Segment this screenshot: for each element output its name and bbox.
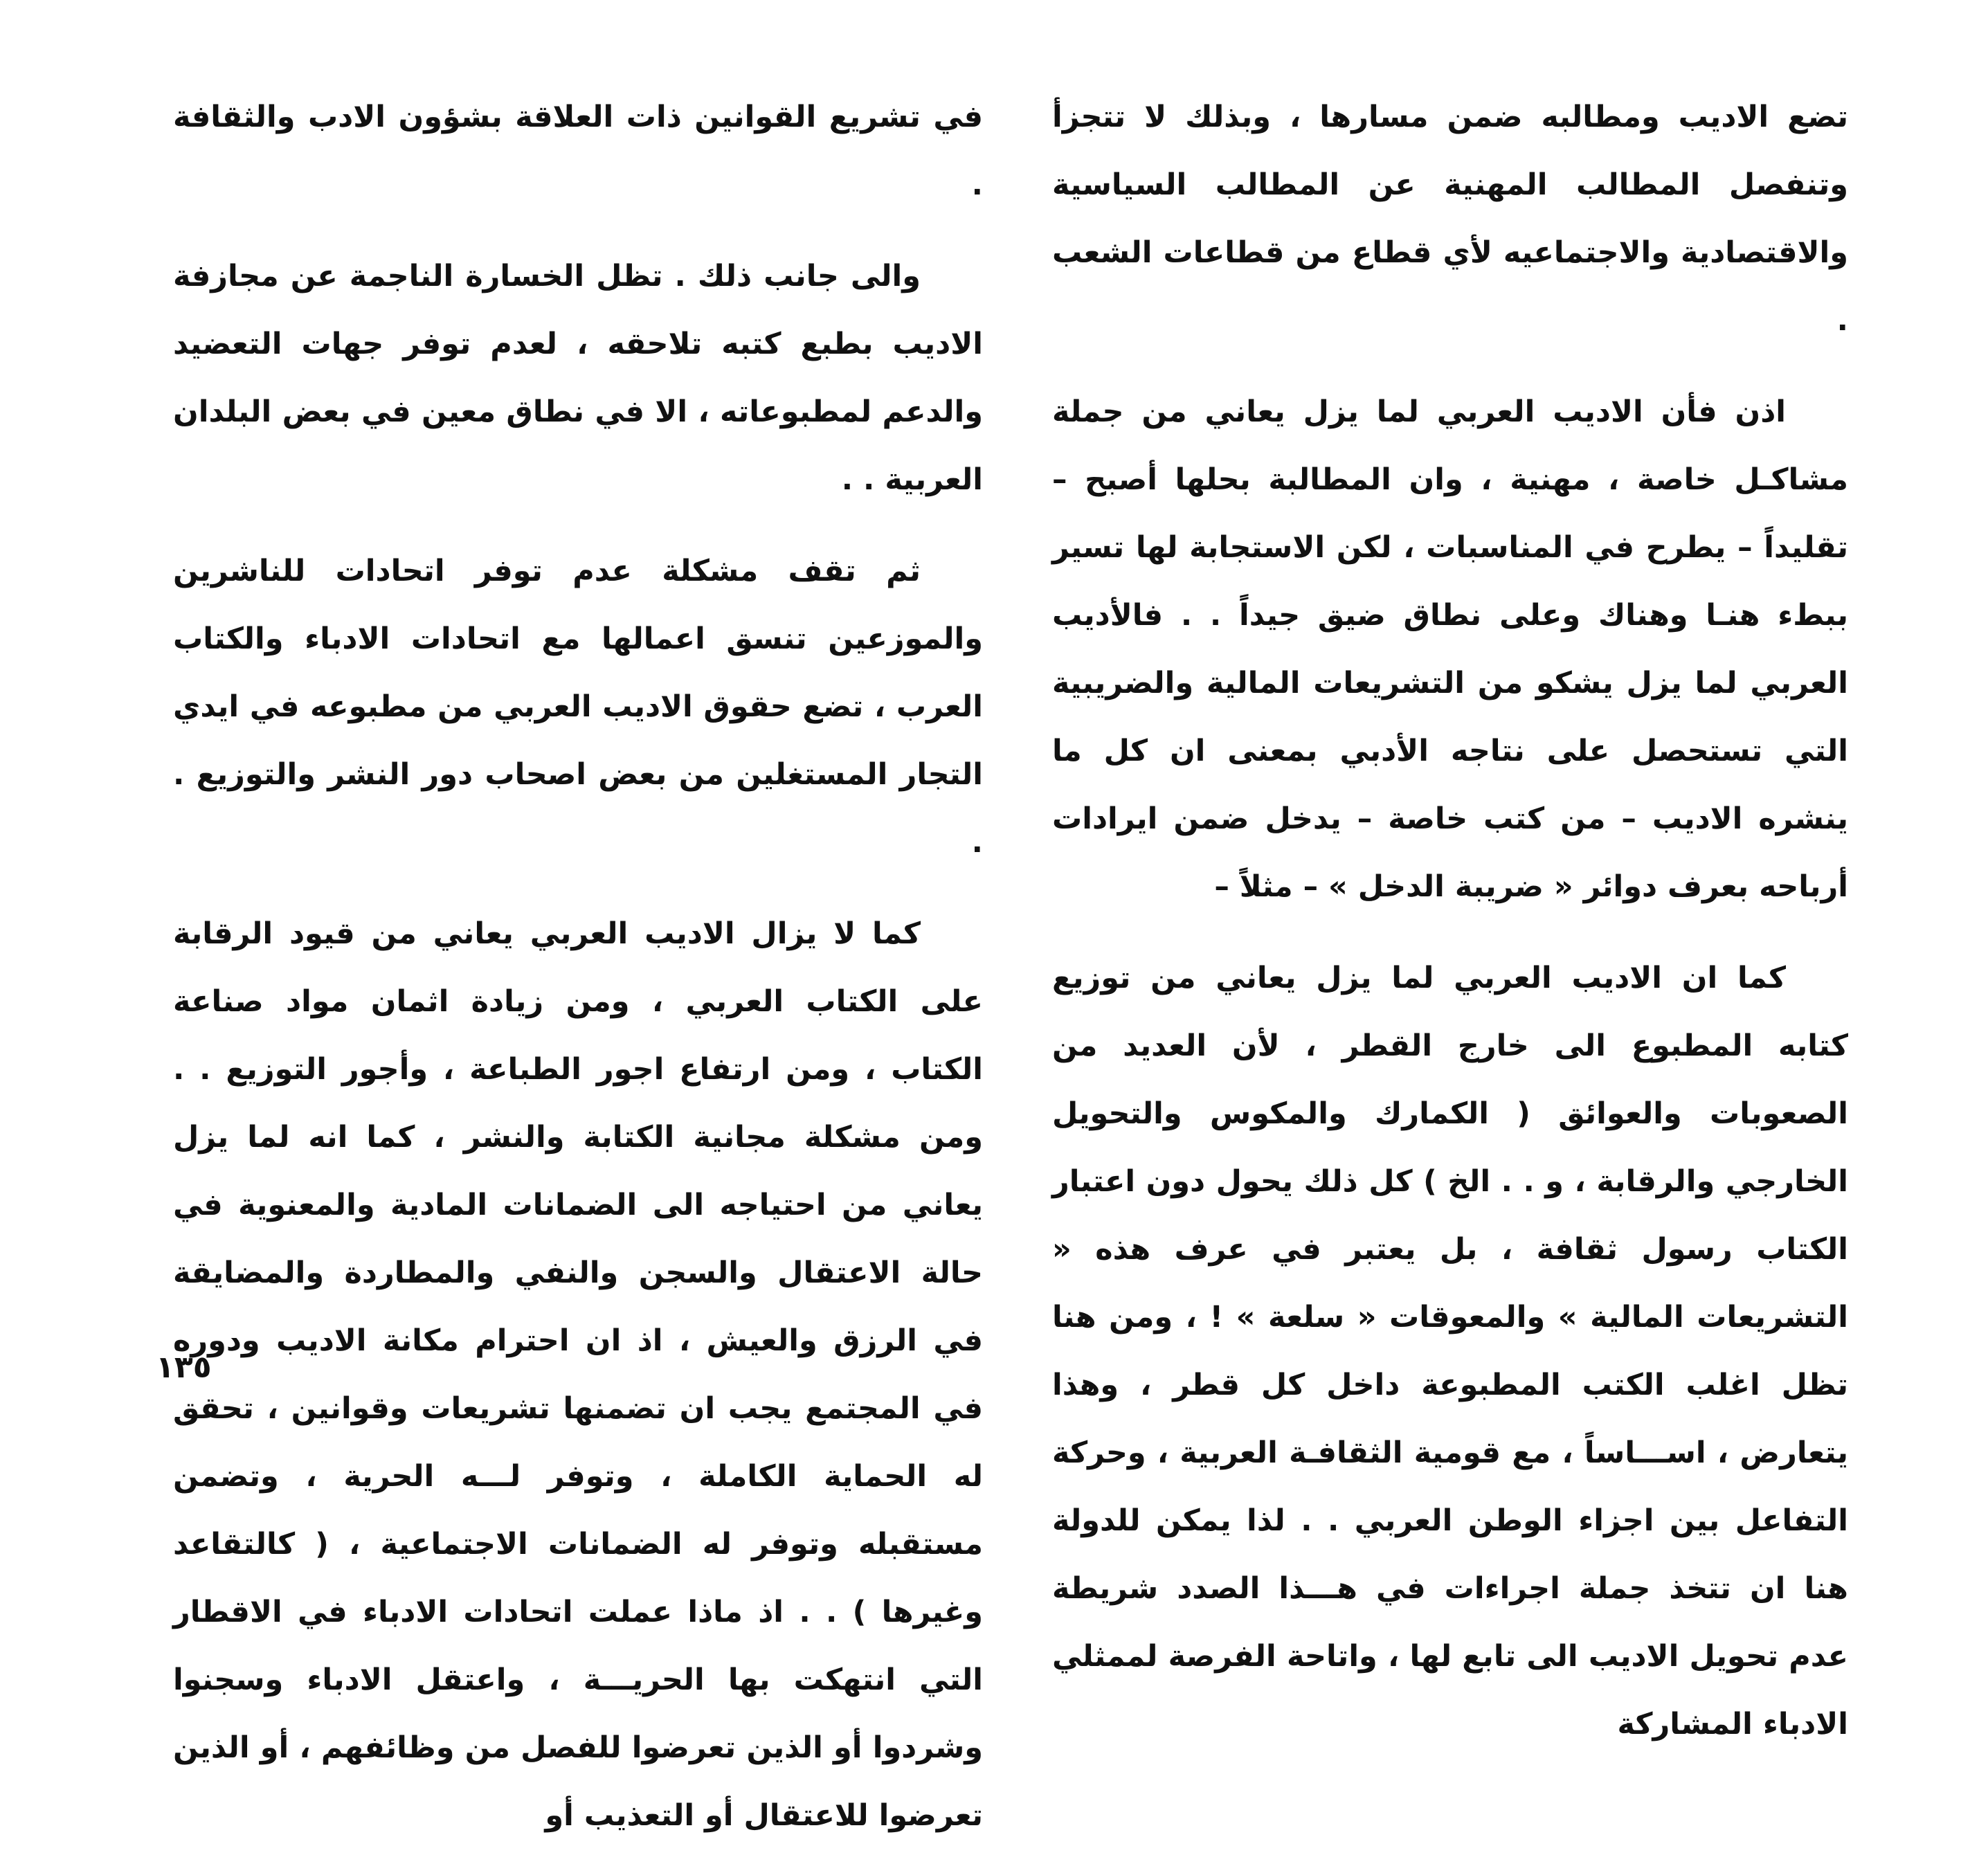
right-paragraph-1: تضع الاديب ومطالبه ضمن مسارها ، وبذلك لا تتجزأ وتنفصل المطالب المهنية عن المطالب السياسية والاقتصادية والاجتماعيه لأي قطاع من قطاعات الشعب . — [1052, 100, 1848, 338]
right-paragraph-3: كما ان الاديب العربي لما يزل يعاني من توزيع كتابه المطبوع الى خارج القطر ، لأن العديد من الصعوبات والعوائق ( الكمارك والمكوس والتحويل الخارجي والرقابة ، و . . الخ ) كل ذلك يحول دون اعتبار الكتاب رسول ثقافة ، بل يعتبر في عرف هذه « التشريعات المالية » والمعوقات « سلعة » ! ، ومن هنا تظل اغلب الكتب المطبوعة داخل كل قطر ، وهذا يتعارض ، اســـاساً ، مع قومية الثقافـة العربية ، وحركة التفاعل بين اجزاء الوطن العربي . . لذا يمكن للدولة هنا ان تتخذ جملة اجراءات في هـــذا الصدد شريطة عدم تحويل الاديب الى تابع لها ، واتاحة الفرصة لممثلي الادباء المشاركة — [1052, 961, 1848, 1741]
left-paragraph-3: ثم تقف مشكلة عدم توفر اتحادات للناشرين والموزعين تنسق اعمالها مع اتحادات الادباء والكتاب العرب ، تضع حقوق الاديب العربي من مطبوعه في ايدي التجار المستغلين من بعض اصحاب دور النشر والتوزيع . . — [173, 554, 983, 860]
left-paragraph-4: كما لا يزال الاديب العربي يعاني من قيود الرقابة على الكتاب العربي ، ومن زيادة اثمان مواد صناعة الكتاب ، ومن ارتفاع اجور الطباعة ، وأجور التوزيع . . ومن مشكلة مجانية الكتابة والنشر ، كما انه لما يزل يعاني من احتياجه الى الضمانات المادية والمعنوية في حالة الاعتقال والسجن والنفي والمطاردة والمضايقة في الرزق والعيش ، اذ ان احترام مكانة الاديب ودوره في المجتمع يجب ان تضمنها تشريعات وقوانين ، تحقق له الحماية الكاملة ، وتوفر لـــه الحرية ، وتضمن مستقبله وتوفر له الضمانات الاجتماعية ، ( كالتقاعد وغيرها ) . . اذ ماذا عملت اتحادات الادباء في الاقطار التي انتهكت بها الحريـــة ، واعتقل الادباء وسجنوا وشردوا أو الذين تعرضوا للفصل من وظائفهم ، أو الذين تعرضوا للاعتقال أو التعذيب أو — [173, 916, 983, 1833]
right-paragraph-2: اذن فأن الاديب العربي لما يزل يعاني من جملة مشاكـل خاصة ، مهنية ، وان المطالبة بحلها أصبح – تقليداً – يطرح في المناسبات ، لكن الاستجابة لها تسير ببطء هنـا وهناك وعلى نطاق ضيق جيداً . . فالأديب العربي لما يزل يشكو من التشريعات المالية والضريبية التي تستحصل على نتاجه الأدبي بمعنى ان كل ما ينشره الاديب – من كتب خاصة – يدخل ضمن ايرادات أرباحه بعرف دوائر « ضريبة الدخل » – مثلاً – — [1052, 395, 1848, 904]
left-paragraph-1: في تشريع القوانين ذات العلاقة بشؤون الادب والثقافة . — [173, 100, 983, 202]
page-number: ١٣٥ — [156, 1350, 212, 1385]
left-page-column — [173, 83, 983, 1873]
right-page-column — [1052, 83, 1848, 1782]
left-paragraph-2: والى جانب ذلك . تظل الخسارة الناجمة عن مجازفة الاديب بطبع كتبه تلاحقه ، لعدم توفر جهات التعضيد والدعم لمطبوعاته ، الا في نطاق معين في بعض البلدان العربية . . — [173, 259, 983, 497]
